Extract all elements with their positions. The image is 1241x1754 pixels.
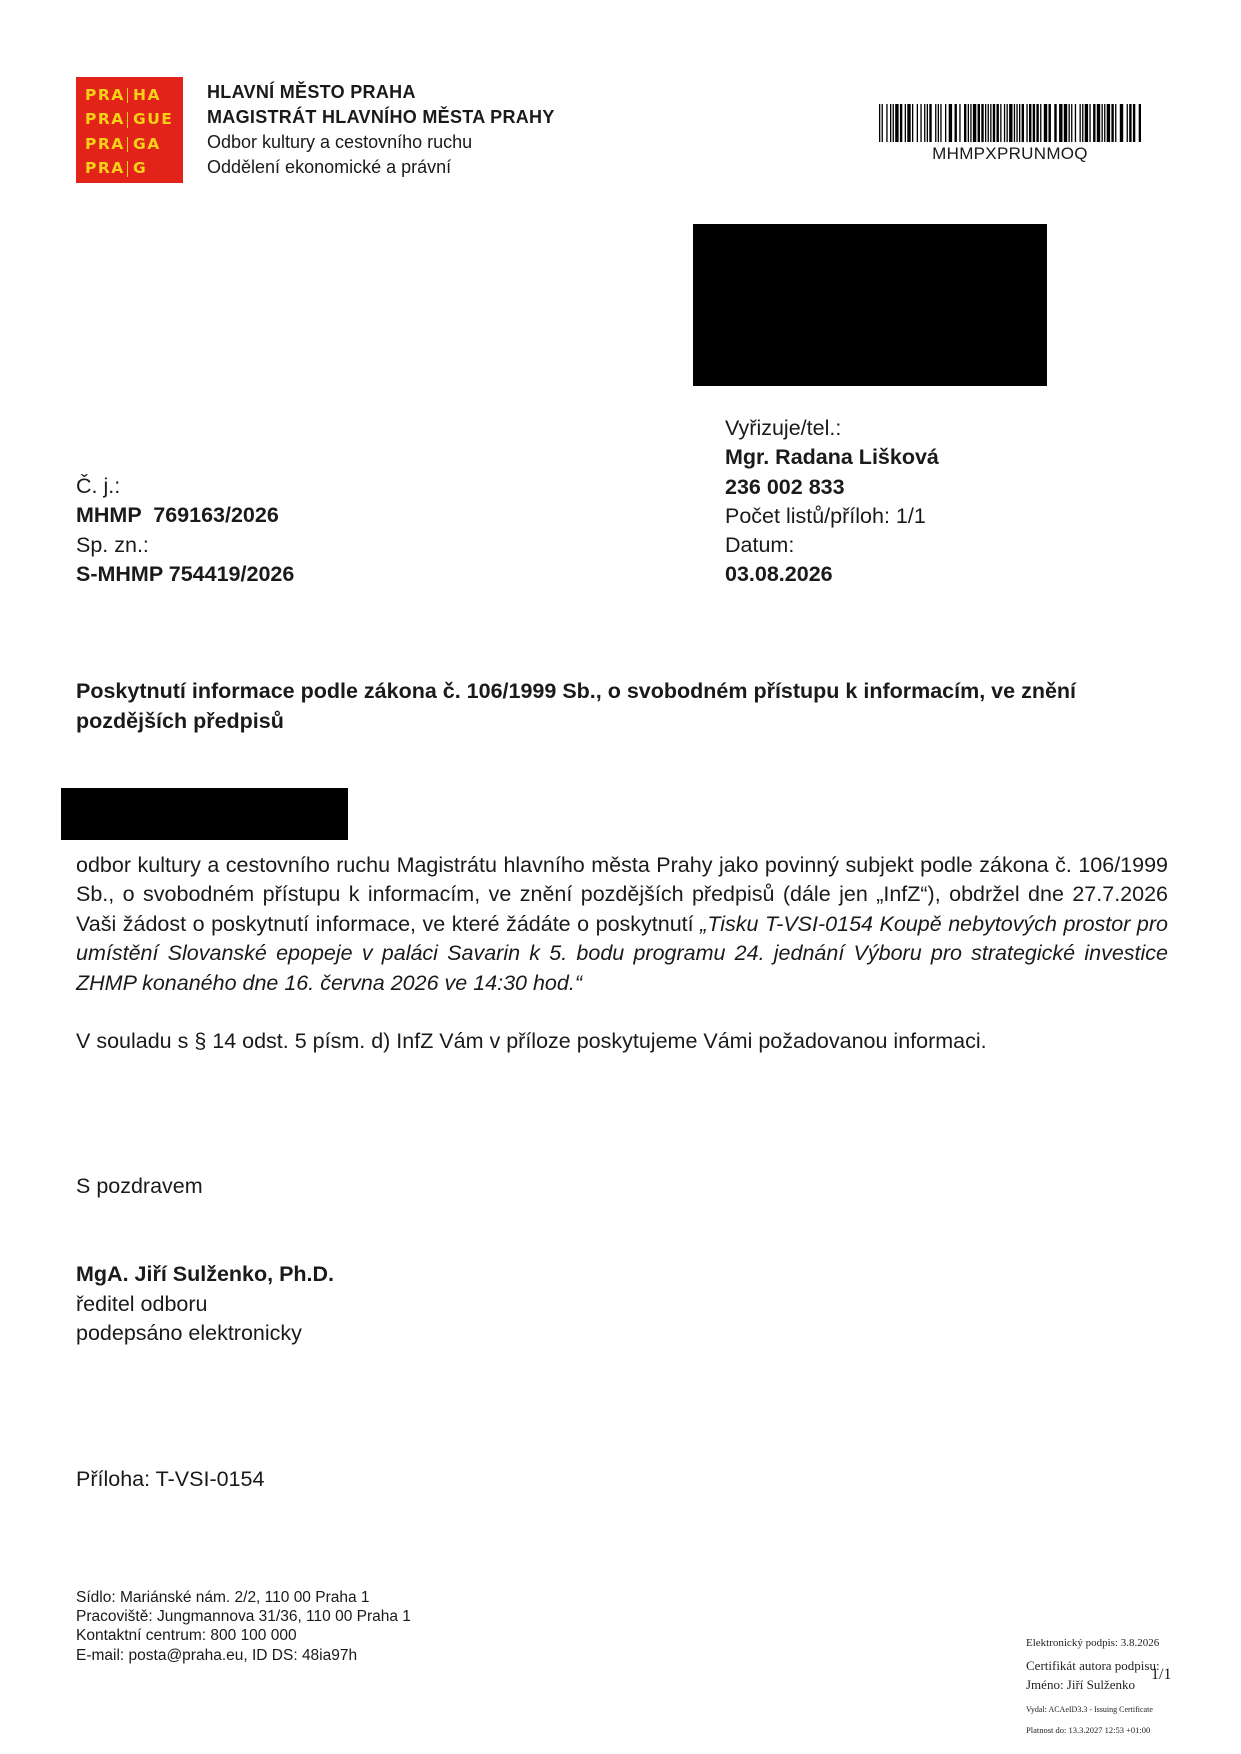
barcode-bar: [1080, 104, 1081, 142]
barcode-bar: [1104, 104, 1105, 142]
barcode-bar: [1009, 104, 1012, 142]
barcode-bar: [981, 104, 983, 142]
barcode-bar: [927, 104, 928, 142]
barcode-bar: [886, 104, 887, 142]
barcode-bar: [1097, 104, 1100, 142]
praha-logo: [76, 77, 183, 183]
department-name: Odbor kultury a cestovního ruchu: [207, 132, 473, 152]
logo-text: PRA: [85, 112, 128, 128]
barcode-bar: [929, 104, 931, 142]
barcode-bar: [1071, 104, 1072, 142]
logo-row: [85, 157, 183, 182]
barcode-bar: [1059, 104, 1062, 142]
barcode-bar: [964, 104, 966, 142]
barcode-bar: [1044, 104, 1047, 142]
barcode-bar: [959, 104, 960, 142]
esign-date: Elektronický podpis: 3.8.2026: [1026, 1637, 1160, 1649]
footer-workplace: Pracoviště: Jungmannova 31/36, 110 00 Praha 1: [76, 1608, 411, 1626]
contact-label: Vyřizuje/tel.:: [725, 416, 842, 440]
barcode-bar: [1133, 104, 1135, 142]
barcode-bar: [1026, 104, 1027, 142]
barcode-bar: [997, 104, 999, 142]
logo-text: HA: [133, 85, 161, 104]
esign-name: Jméno: Jiří Sulženko: [1026, 1677, 1136, 1692]
barcode-bar: [1129, 104, 1131, 142]
signature-block: [76, 1260, 334, 1349]
letterhead: [207, 80, 555, 180]
magistrate-name: MAGISTRÁT HLAVNÍHO MĚSTA PRAHY: [207, 107, 555, 127]
logo-row: [85, 132, 183, 157]
greeting: S pozdravem: [76, 1174, 203, 1198]
barcode-bar: [993, 104, 995, 142]
barcode-bar: [1019, 104, 1020, 142]
footer-address: [76, 1588, 411, 1665]
cj-label: Č. j.:: [76, 474, 121, 498]
barcode-bar: [1016, 104, 1017, 142]
barcode-bar: [1127, 104, 1128, 142]
section-name: Oddělení ekonomické a právní: [207, 157, 452, 177]
barcode-bar: [900, 104, 902, 142]
barcode-bar: [1054, 104, 1056, 142]
barcode-bar: [879, 104, 880, 142]
barcode-bar: [949, 104, 952, 142]
barcode-bar: [1007, 104, 1008, 142]
barcode-bar: [945, 104, 946, 142]
signed-note: podepsáno elektronicky: [76, 1321, 302, 1345]
barcode-bar: [935, 104, 936, 142]
redacted-addressee: [693, 224, 1047, 386]
barcode-bar: [1000, 104, 1001, 142]
barcode-bar: [968, 104, 969, 142]
signer-title: ředitel odboru: [76, 1291, 208, 1316]
barcode-bar: [988, 104, 989, 142]
electronic-signature-stamp: [1026, 1636, 1160, 1736]
barcode-bar: [1064, 104, 1067, 142]
esign-validity: Platnost do: 13.3.2027 12:53 +01:00: [1026, 1725, 1151, 1735]
body-text: odbor kultury a cestovního ruchu Magistrátu hlavního města Prahy jako povinný subjekt podle zákona č. 106/1999 Sb., o svobodném přístupu k informacím, ve znění pozdějších předpisů (dále jen „InfZ“), obdržel dne 27.7.2026 Vaši žádost o poskytnutí informace, ve které žádáte o poskytnutí: [76, 853, 1168, 936]
logo-text: PRA: [85, 88, 128, 104]
barcode-bar: [1120, 104, 1123, 142]
date-label: Datum:: [725, 533, 795, 558]
signer-name: MgA. Jiří Sulženko, Ph.D.: [76, 1262, 335, 1286]
barcode-bar: [940, 104, 941, 142]
logo-row: [85, 108, 183, 133]
footer-contact-center: Kontaktní centrum: 800 100 000: [76, 1627, 297, 1645]
logo-text: GUE: [133, 110, 174, 128]
barcode-bar: [1082, 104, 1083, 142]
barcode-code: MHMPXPRUNMOQ: [932, 144, 1088, 163]
barcode-bar: [1004, 104, 1005, 142]
logo-text: G: [133, 159, 148, 177]
logo-text: GA: [133, 134, 161, 153]
reference-block: [76, 472, 294, 589]
barcode-bar: [1089, 104, 1090, 142]
barcode-bar: [955, 104, 957, 142]
city-name: HLAVNÍ MĚSTO PRAHA: [207, 82, 416, 102]
redacted-salutation: [61, 788, 348, 840]
esign-issuer: Vydal: ACAeID3.3 - Issuing Certificate: [1026, 1705, 1153, 1714]
barcode-bar: [1115, 104, 1116, 142]
barcode-bar: [893, 104, 894, 142]
barcode-bar: [978, 104, 980, 142]
barcode-bar: [917, 104, 918, 142]
barcode-bar: [882, 104, 883, 142]
barcode-bar: [920, 104, 921, 142]
barcode-bar: [1033, 104, 1035, 142]
contact-phone: 236 002 833: [725, 474, 845, 499]
barcode-bar: [985, 104, 986, 142]
barcode-bar: [1111, 104, 1113, 142]
barcode-bar: [938, 104, 939, 142]
barcode-bar: [912, 104, 913, 142]
barcode-bar: [973, 104, 976, 142]
cj-value: MHMP 769163/2026: [76, 503, 279, 528]
esign-cert-label: Certifikát autora podpisu:: [1026, 1658, 1160, 1673]
page-number: 1/1: [1151, 1666, 1172, 1683]
footer-seat: Sídlo: Mariánské nám. 2/2, 110 00 Praha 1: [76, 1589, 370, 1606]
barcode-bar: [1085, 104, 1088, 142]
letter-subject: Poskytnutí informace podle zákona č. 106/1999 Sb., o svobodném přístupu k informacím, ve znění pozdějších předpisů: [76, 679, 1077, 733]
contact-block: [725, 414, 939, 590]
logo-text: PRA: [85, 161, 128, 177]
barcode-bar: [907, 104, 910, 142]
body-paragraph-2: V souladu s § 14 odst. 5 písm. d) InfZ Vám v příloze poskytujeme Vámi požadovanou informaci.: [76, 1029, 987, 1053]
barcode-bar: [1107, 104, 1110, 142]
barcode-image: [879, 104, 1141, 142]
barcode-bar: [990, 104, 991, 142]
barcode-bar: [1049, 104, 1051, 142]
barcode-bar: [970, 104, 971, 142]
date-value: 03.08.2026: [725, 562, 833, 587]
page-count: Počet listů/příloh: 1/1: [725, 503, 926, 528]
barcode-bar: [1069, 104, 1070, 142]
barcode-bar: [1040, 104, 1041, 142]
barcode-bar: [1022, 104, 1024, 142]
footer-email: E-mail: posta@praha.eu, ID DS: 48ia97h: [76, 1646, 358, 1664]
barcode-bar: [905, 104, 906, 142]
barcode-bar: [924, 104, 925, 142]
barcode-bar: [1036, 104, 1038, 142]
logo-text: PRA: [85, 137, 128, 153]
barcode-bar: [1029, 104, 1031, 142]
spzn-value: S-MHMP 754419/2026: [76, 561, 295, 586]
barcode-bar: [1102, 104, 1103, 142]
barcode-bar: [895, 104, 898, 142]
barcode-bar: [1093, 104, 1095, 142]
barcode-bar: [1075, 104, 1076, 142]
attachment-note: Příloha: T-VSI-0154: [76, 1467, 265, 1491]
barcode-bar: [1014, 104, 1015, 142]
logo-row: [85, 83, 183, 108]
contact-name: Mgr. Radana Lišková: [725, 445, 939, 470]
spzn-label: Sp. zn.:: [76, 532, 149, 557]
barcode-bar: [890, 104, 891, 142]
barcode-bar: [1139, 104, 1141, 142]
body-paragraph-1: [76, 851, 1168, 998]
request-quote: „Tisku T-VSI-0154 Koupě nebytových prostor pro umístění Slovanské epopeje v paláci Savarin k 5. bodu programu 24. jednání Výboru pro strategické investice ZHMP konaného dne 16. června 2026 ve 14:30 hod.“: [76, 911, 1168, 995]
